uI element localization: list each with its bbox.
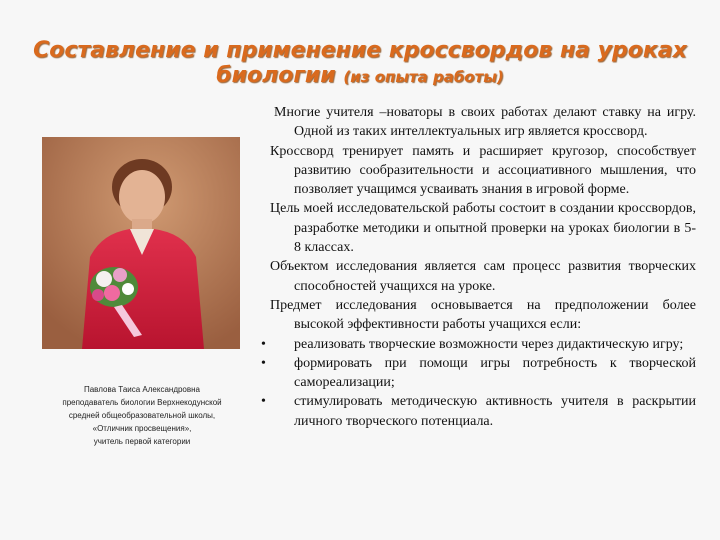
bullet-text: формировать при помощи игры потребность к творческой самореализации; [294,355,696,391]
slide-title [0,38,720,89]
body-text [261,103,696,431]
photo-caption [40,383,244,448]
bullet-dot-icon: • [261,355,266,371]
caption-category: учитель первой категории [93,437,191,446]
bullet-dot-icon: • [261,336,266,352]
caption-position: преподаватель биологии Верхнекодунской [62,398,222,407]
title-subtitle: (из опыта работы) [343,68,504,87]
title-word: биологии [216,63,336,89]
paragraph-goal: Цель моей исследовательской работы состоит в создании кроссвордов, разработке методики и опытной проверки на уроках биологии в 5-8 классах. [270,201,696,256]
bullet-item [261,392,696,431]
title-line-2 [0,63,720,88]
bullet-text: стимулировать методическую активность учителя в раскрытии личного творческого потенциала. [294,394,696,429]
paragraph-intro: Многие учителя –новаторы в своих работах делают ставку на игру. Одной из таких интеллектуальных игр является кроссворд. [274,105,696,140]
title-line-1: Составление и применение кроссвордов на уроках [33,38,687,63]
caption-name: Павлова Таиса Александровна [83,385,200,394]
teacher-portrait-icon [42,137,240,349]
caption-school: средней общеобразовательной школы, [68,411,216,420]
caption-award: «Отличник просвещения», [92,424,192,433]
teacher-photo [42,137,240,349]
paragraph-object: Объектом исследования является сам процесс развития творческих способностей учащихся на уроке. [270,259,696,294]
bullet-dot-icon: • [261,394,266,410]
bullet-item [261,335,696,354]
bullet-item [261,354,696,393]
paragraph-subject: Предмет исследования основывается на предположении более высокой эффективности работы учащихся если: [270,297,696,333]
paragraph-crossword: Кроссворд тренирует память и расширяет кругозор, способствует развитию сообразительности и ассоциативного мышления, что позволяет учащимся усваивать знания в игровой форме. [270,143,696,198]
bullet-text: реализовать творческие возможности через дидактическую игру; [294,336,684,352]
